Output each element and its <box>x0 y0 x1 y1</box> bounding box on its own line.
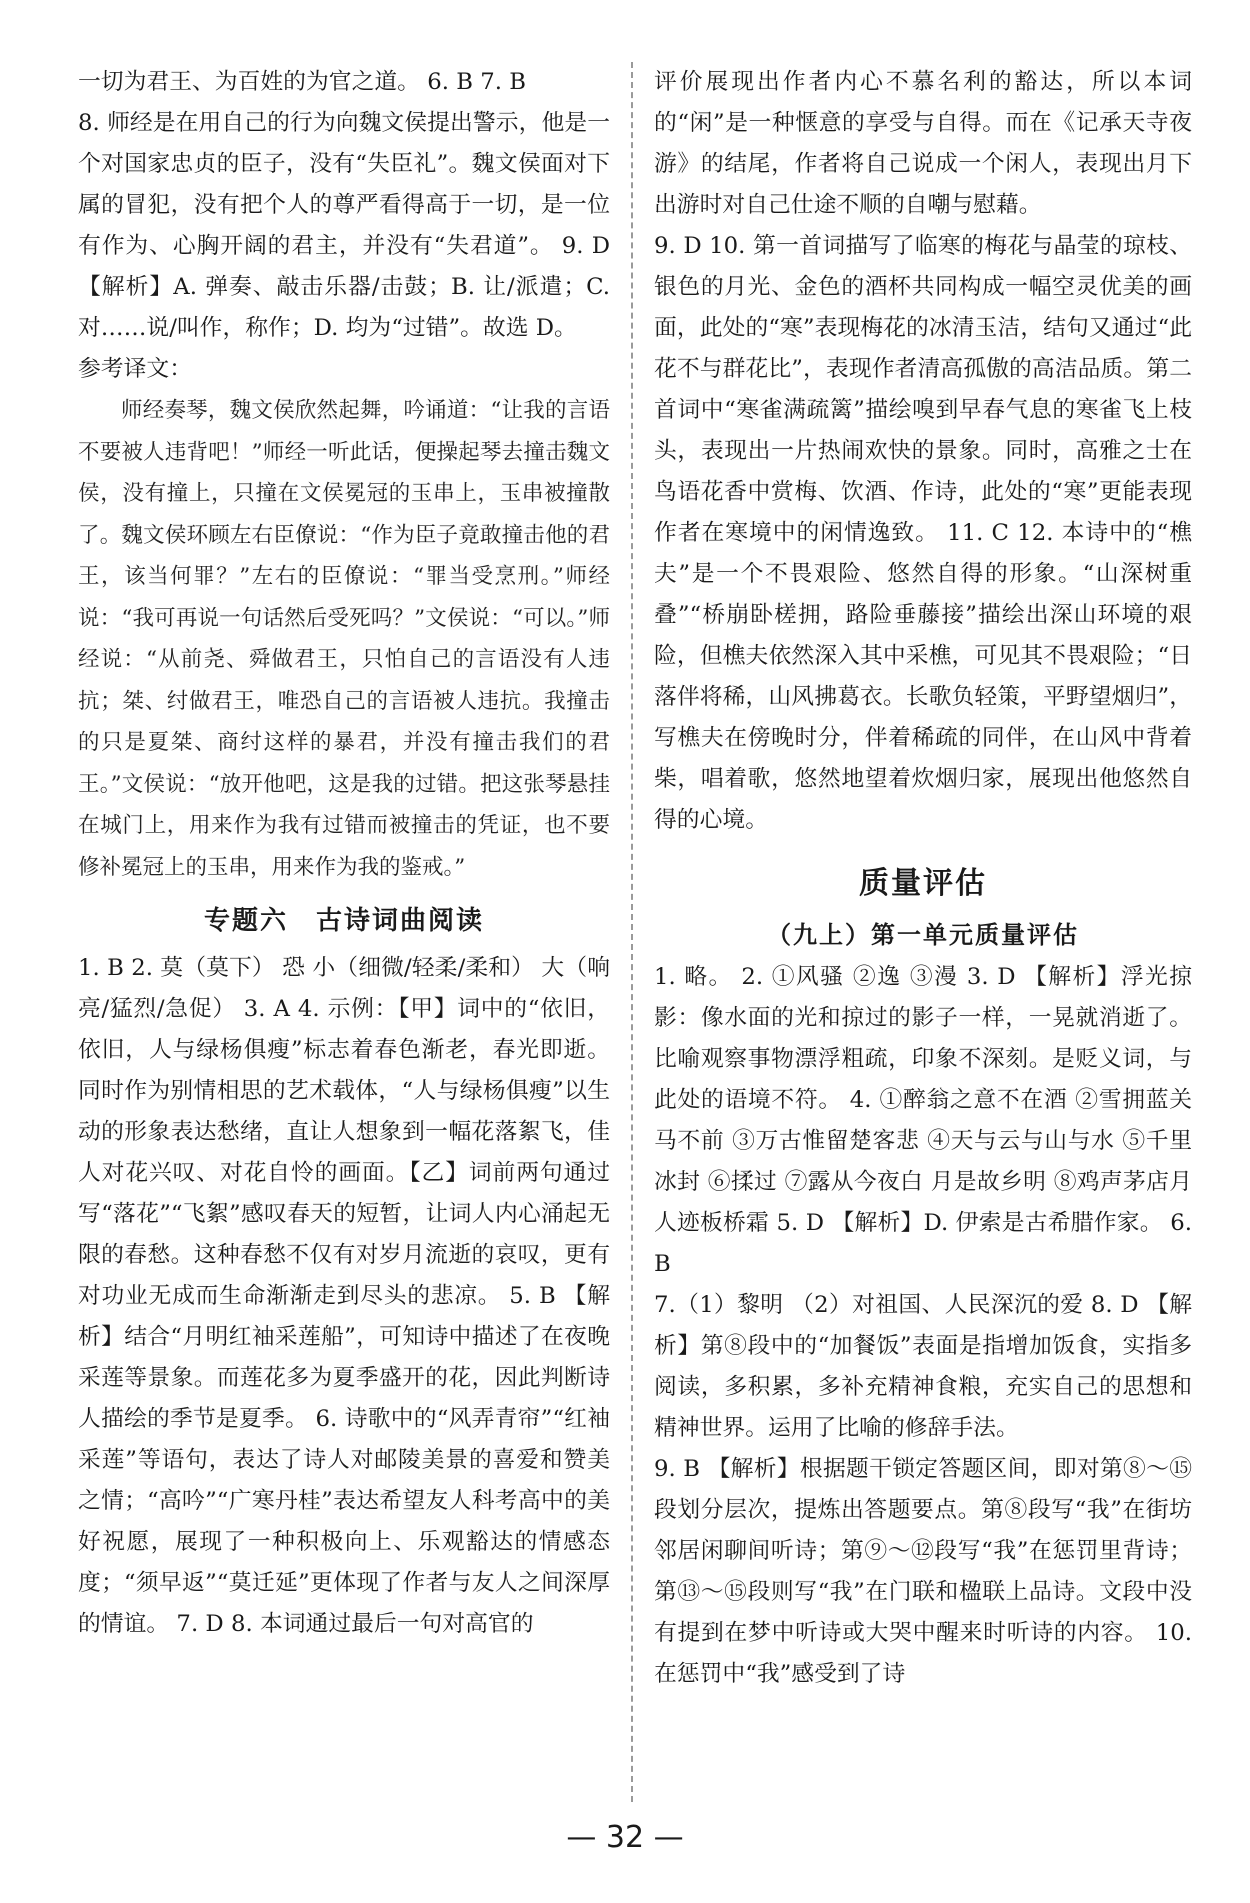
reference-translation: 师经奏琴，魏文侯欣然起舞，吟诵道：“让我的言语不要被人违背吧！”师经一听此话，便操起琴去撞击魏文侯，没有撞上，只撞在文侯冕冠的玉串上，玉串被撞散了。魏文侯环顾左右臣僚说：“作为臣子竟敢撞击他的君王，该当何罪？”左右的臣僚说：“罪当受烹刑。”师经说：“我可再说一句话然后受死吗？”文侯说：“可以。”师经说：“从前尧、舜做君王，只怕自己的言语没有人违抗；桀、纣做君王，唯恐自己的言语被人违抗。我撞击的只是夏桀、商纣这样的暴君，并没有撞击我们的君王。”文侯说：“放开他吧，这是我的过错。把这张琴悬挂在城门上，用来作为我有过错而被撞击的凭证，也不要修补冕冠上的玉串，用来作为我的鉴戒。” <box>78 398 610 880</box>
answer-paragraph: 9. B 【解析】根据题干锁定答题区间，即对第⑧～⑮段划分层次，提炼出答题要点。第⑧段写“我”在街坊邻居闲聊间听诗；第⑨～⑫段写“我”在惩罚里背诗；第⑬～⑮段则写“我”在门联和楹联上品诗。文段中没有提到在梦中听诗或大哭中醒来时听诗的内容。 10. 在惩罚中“我”感受到了诗 <box>654 1456 1192 1687</box>
right-column <box>654 62 1192 1695</box>
column-divider <box>631 62 633 1802</box>
answer-paragraph: 评价展现出作者内心不慕名利的豁达，所以本词的“闲”是一种惬意的享受与自得。而在《记承天寺夜游》的结尾，作者将自己说成一个闲人，表现出月下出游时对自己仕途不顺的自嘲与慰藉。 <box>654 69 1192 218</box>
page-number: — 32 — <box>566 1820 684 1855</box>
answer-paragraph: 7.（1）黎明 （2）对祖国、人民深沉的爱 8. D 【解析】第⑧段中的“加餐饭”表面是指增加饭食，实指多阅读，多积累，多补充精神食粮，充实自己的思想和精神世界。运用了比喻的修辞手法。 <box>654 1292 1192 1441</box>
unit-assessment-title: （九上）第一单元质量评估 <box>767 921 1079 949</box>
translation-label: 参考译文： <box>78 356 192 382</box>
answer-paragraph: 8. 师经是在用自己的行为向魏文侯提出警示，他是一个对国家忠贞的臣子，没有“失臣礼”。魏文侯面对下属的冒犯，没有把个人的尊严看得高于一切，是一位有作为、心胸开阔的君主，并没有“失君道”。 9. D 【解析】A. 弹奏、敲击乐器/击鼓；B. 让/派遣；C. 对……说/叫作，称作；D. 均为“过错”。故选 D。 <box>78 110 610 341</box>
left-column <box>78 62 610 1645</box>
answer-paragraph: 1. 略。 2. ①风骚 ②逸 ③漫 3. D 【解析】浮光掠影：像水面的光和掠过的影子一样，一晃就消逝了。比喻观察事物漂浮粗疏，印象不深刻。是贬义词，与此处的语境不符。 4. ①醉翁之意不在酒 ②雪拥蓝关马不前 ③万古惟留楚客悲 ④天与云与山与水 ⑤千里冰封 ⑥揉过 ⑦露从今夜白 月是故乡明 ⑧鸡声茅店月 人迹板桥霜 5. D 【解析】D. 伊索是古希腊作家。 6. B <box>654 964 1192 1277</box>
answer-paragraph: 9. D 10. 第一首词描写了临寒的梅花与晶莹的琼枝、银色的月光、金色的酒杯共同构成一幅空灵优美的画面，此处的“寒”表现梅花的冰清玉洁，结句又通过“此花不与群花比”，表现作者清高孤傲的高洁品质。第二首词中“寒雀满疏篱”描绘嗅到早春气息的寒雀飞上枝头，表现出一片热闹欢快的景象。同时，高雅之士在鸟语花香中赏梅、饮酒、作诗，此处的“寒”更能表现作者在寒境中的闲情逸致。 11. C 12. 本诗中的“樵夫”是一个不畏艰险、悠然自得的形象。“山深树重叠”“桥崩卧槎拥，路险垂藤接”描绘出深山环境的艰险，但樵夫依然深入其中采樵，可见其不畏艰险；“日落伴将稀，山风拂葛衣。长歌负轻策，平野望烟归”，写樵夫在傍晚时分，伴着稀疏的同伴，在山风中背着柴，唱着歌，悠然地望着炊烟归家，展现出他悠然自得的心境。 <box>654 233 1192 833</box>
answer-paragraph: 1. B 2. 莫（莫下） 恐 小（细微/轻柔/柔和） 大（响亮/猛烈/急促） 3. A 4. 示例：【甲】词中的“依旧，依旧，人与绿杨俱瘦”标志着春色渐老，春光即逝。同时作为别情相思的艺术载体，“人与绿杨俱瘦”以生动的形象表达愁绪，直让人想象到一幅花落絮飞，佳人对花兴叹、对花自怜的画面。【乙】词前两句通过写“落花”“飞絮”感叹春天的短暂，让词人内心涌起无限的春愁。这种春愁不仅有对岁月流逝的哀叹，更有对功业无成而生命渐渐走到尽头的悲凉。 5. B 【解析】结合“月明红袖采莲船”，可知诗中描述了在夜晚采莲等景象。而莲花多为夏季盛开的花，因此判断诗人描绘的季节是夏季。 6. 诗歌中的“风弄青帘”“红袖采莲”等语句，表达了诗人对邮陵美景的喜爱和赞美之情；“高吟”“广寒丹桂”表达希望友人科考高中的美好祝愿，展现了一种积极向上、乐观豁达的情感态度；“须早返”“莫迁延”更体现了作者与友人之间深厚的情谊。 7. D 8. 本词通过最后一句对高官的 <box>78 955 610 1637</box>
quality-assessment-title: 质量评估 <box>859 866 987 901</box>
answer-paragraph: 一切为君王、为百姓的为官之道。 6. B 7. B <box>78 69 526 95</box>
section-title: 专题六 古诗词曲阅读 <box>203 906 484 936</box>
